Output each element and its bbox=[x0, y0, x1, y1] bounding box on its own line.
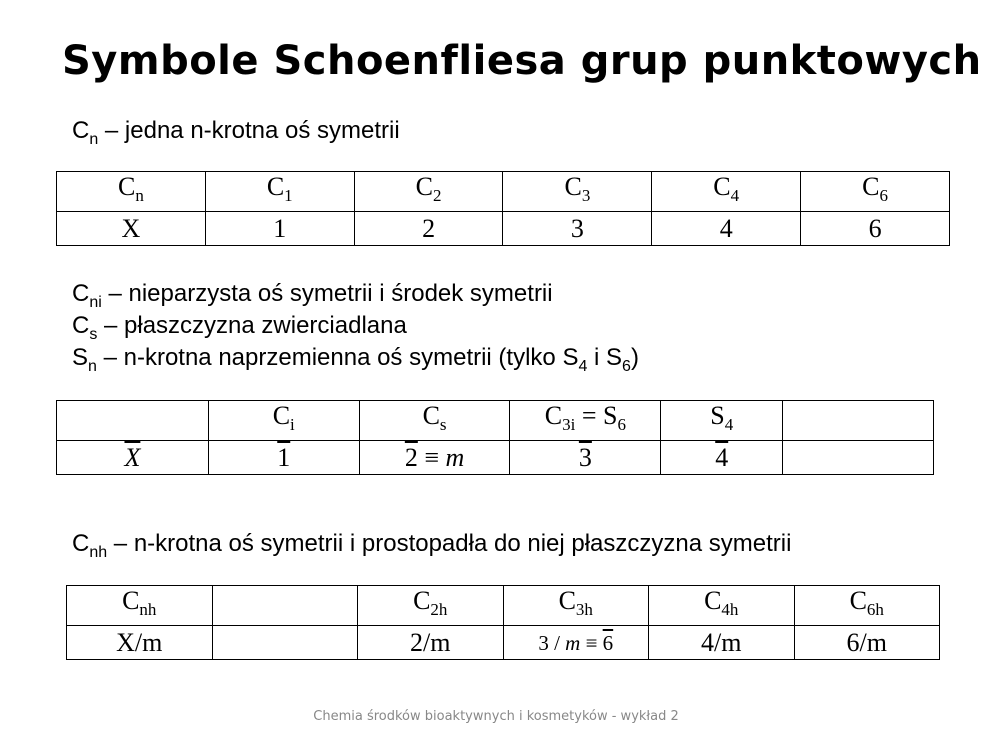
cnh-definition: $C_{nh}$ – n-krotna oś symetrii i prostopadła do niej płaszczyzna symetrii bbox=[72, 530, 792, 561]
table-cell: 2/m bbox=[358, 626, 504, 660]
table-header-cell bbox=[57, 401, 209, 441]
table-cn bbox=[56, 171, 950, 246]
table-header-cell bbox=[212, 586, 358, 626]
cs-definition: $C_s$ – płaszczyzna zwierciadlana bbox=[72, 312, 407, 343]
table-cell: 6 bbox=[801, 212, 950, 246]
table-header-cell: $C_{nh}$ bbox=[67, 586, 213, 626]
table-row bbox=[57, 212, 950, 246]
table-cell: 3 / m ≡ 6 bbox=[503, 626, 649, 660]
table-cell: 2 ≡ m bbox=[359, 441, 510, 475]
table-cell: 2 bbox=[354, 212, 503, 246]
slide-title: Symbole Schoenfliesa grup punktowych bbox=[62, 38, 982, 84]
table-cell: 4 bbox=[661, 441, 783, 475]
table-cell: X/m bbox=[67, 626, 213, 660]
table-cell: $\overline{X}$ bbox=[57, 441, 209, 475]
table-row bbox=[67, 626, 940, 660]
table-header-cell: $C_2$ bbox=[354, 172, 503, 212]
table-cell: 4 bbox=[652, 212, 801, 246]
table-cell: 6/m bbox=[794, 626, 940, 660]
table-cell: 3 bbox=[510, 441, 661, 475]
table-cnh bbox=[66, 585, 940, 660]
table-cell: 4/m bbox=[649, 626, 795, 660]
table-cell bbox=[783, 441, 934, 475]
table-row bbox=[57, 441, 934, 475]
table-header-cell: $C_{3i} = S_6$ bbox=[510, 401, 661, 441]
table-header-cell: $S_4$ bbox=[661, 401, 783, 441]
table-cell: 1 bbox=[208, 441, 359, 475]
table-header-cell: $C_s$ bbox=[359, 401, 510, 441]
table-header-cell: $C_{3h}$ bbox=[503, 586, 649, 626]
table-header-cell: $C_{4h}$ bbox=[649, 586, 795, 626]
table-header-cell: $C_1$ bbox=[205, 172, 354, 212]
table-header-cell: $C_n$ bbox=[57, 172, 206, 212]
table-row bbox=[57, 172, 950, 212]
table-header-cell: $C_4$ bbox=[652, 172, 801, 212]
table-header-cell bbox=[783, 401, 934, 441]
table-cell: 1 bbox=[205, 212, 354, 246]
table-ci-cs-s bbox=[56, 400, 934, 475]
cni-definition: $C_{ni}$ – nieparzysta oś symetrii i środek symetrii bbox=[72, 280, 553, 311]
cn-definition: $C_n$ – jedna n-krotna oś symetrii bbox=[72, 117, 400, 148]
table-header-cell: $C_{2h}$ bbox=[358, 586, 504, 626]
table-row bbox=[67, 586, 940, 626]
sn-definition: $S_n$ – n-krotna naprzemienna oś symetrii (tylko $S_4$ i $S_6$) bbox=[72, 344, 639, 375]
slide-footer: Chemia środków bioaktywnych i kosmetyków - wykład 2 bbox=[313, 709, 679, 724]
table-cell bbox=[212, 626, 358, 660]
table-cell: X bbox=[57, 212, 206, 246]
table-cell: 3 bbox=[503, 212, 652, 246]
table-header-cell: $C_i$ bbox=[208, 401, 359, 441]
table-header-cell: $C_3$ bbox=[503, 172, 652, 212]
table-header-cell: $C_{6h}$ bbox=[794, 586, 940, 626]
table-row bbox=[57, 401, 934, 441]
table-header-cell: $C_6$ bbox=[801, 172, 950, 212]
